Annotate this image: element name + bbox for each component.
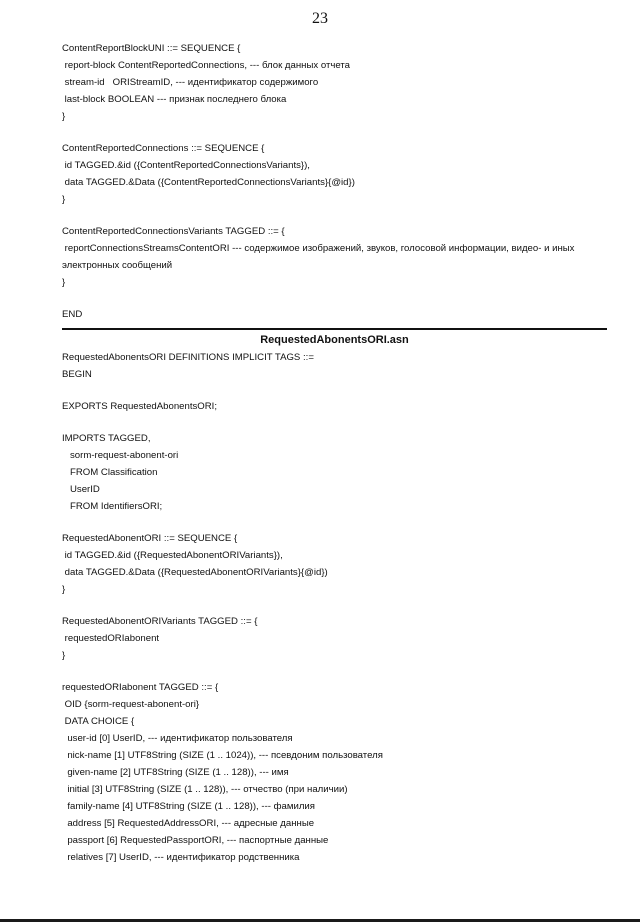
code-line: passport [6] RequestedPassportORI, --- паспортные данные <box>62 835 329 846</box>
code-line: RequestedAbonentORIVariants TAGGED ::= { <box>62 616 258 627</box>
content-reported-connections-variants-definition <box>62 223 607 291</box>
blank-line <box>62 515 607 530</box>
code-line: } <box>62 584 66 595</box>
code-line: requestedORIabonent TAGGED ::= { <box>62 682 219 693</box>
code-line: last-block BOOLEAN --- признак последнего блока <box>62 94 287 105</box>
code-line: id TAGGED.&id ({ContentReportedConnectionsVariants}), <box>62 160 310 171</box>
code-line: given-name [2] UTF8String (SIZE (1 .. 128)), --- имя <box>62 767 289 778</box>
code-line: RequestedAbonentsORI DEFINITIONS IMPLICIT TAGS ::= <box>62 352 314 363</box>
page-number: 23 <box>312 10 328 27</box>
imports-block <box>62 430 607 515</box>
code-line: IMPORTS TAGGED, <box>62 433 151 444</box>
exports-line: EXPORTS RequestedAbonentsORI; <box>62 401 218 412</box>
code-line: FROM IdentifiersORI; <box>62 501 163 512</box>
code-line: DATA CHOICE { <box>62 716 135 727</box>
code-line: FROM Classification <box>62 467 158 478</box>
section-title: RequestedAbonentsORI.asn <box>260 334 409 346</box>
code-line: reportConnectionsStreamsContentORI --- содержимое изображений, звуков, голосовой информации, видео- и иных электронных сообщений <box>62 243 578 271</box>
code-line: initial [3] UTF8String (SIZE (1 .. 128)), --- отчество (при наличии) <box>62 784 348 795</box>
code-line: sorm-request-abonent-ori <box>62 450 179 461</box>
code-line: address [5] RequestedAddressORI, --- адресные данные <box>62 818 315 829</box>
code-line: report-block ContentReportedConnections, --- блок данных отчета <box>62 60 350 71</box>
code-line: ContentReportedConnections ::= SEQUENCE { <box>62 143 265 154</box>
module-header <box>62 349 607 383</box>
blank-line <box>62 125 607 140</box>
code-line: nick-name [1] UTF8String (SIZE (1 .. 1024)), --- псевдоним пользователя <box>62 750 383 761</box>
code-line: id TAGGED.&id ({RequestedAbonentORIVariants}), <box>62 550 283 561</box>
code-line: UserID <box>62 484 100 495</box>
code-line: data TAGGED.&Data ({RequestedAbonentORIVariants}{@id}) <box>62 567 328 578</box>
requested-abonent-ori-variants-definition <box>62 613 607 664</box>
code-line: } <box>62 650 66 661</box>
code-line: ContentReportedConnectionsVariants TAGGED ::= { <box>62 226 285 237</box>
code-line: family-name [4] UTF8String (SIZE (1 .. 128)), --- фамилия <box>62 801 315 812</box>
code-line: OID {sorm-request-abonent-ori} <box>62 699 200 710</box>
blank-line <box>62 291 607 306</box>
code-line: RequestedAbonentORI ::= SEQUENCE { <box>62 533 238 544</box>
blank-line <box>62 383 607 398</box>
code-line: BEGIN <box>62 369 92 380</box>
code-line: ContentReportBlockUNI ::= SEQUENCE { <box>62 43 241 54</box>
requested-abonent-ori-definition <box>62 530 607 598</box>
code-line: relatives [7] UserID, --- идентификатор родственника <box>62 852 300 863</box>
blank-line <box>62 208 607 223</box>
code-line: stream-id ORIStreamID, --- идентификатор содержимого <box>62 77 319 88</box>
content-reported-connections-definition <box>62 140 607 208</box>
code-line: } <box>62 277 66 288</box>
blank-line <box>62 598 607 613</box>
blank-line <box>62 415 607 430</box>
section-divider <box>62 328 607 330</box>
requested-ori-abonent-definition <box>62 679 607 866</box>
code-line: } <box>62 111 66 122</box>
code-line: user-id [0] UserID, --- идентификатор пользователя <box>62 733 293 744</box>
code-line: } <box>62 194 66 205</box>
code-line: requestedORIabonent <box>62 633 160 644</box>
end-keyword: END <box>62 309 83 320</box>
code-line: data TAGGED.&Data ({ContentReportedConnectionsVariants}{@id}) <box>62 177 355 188</box>
content-report-block-uni-definition <box>62 40 607 125</box>
blank-line <box>62 664 607 679</box>
document-body <box>62 40 607 866</box>
